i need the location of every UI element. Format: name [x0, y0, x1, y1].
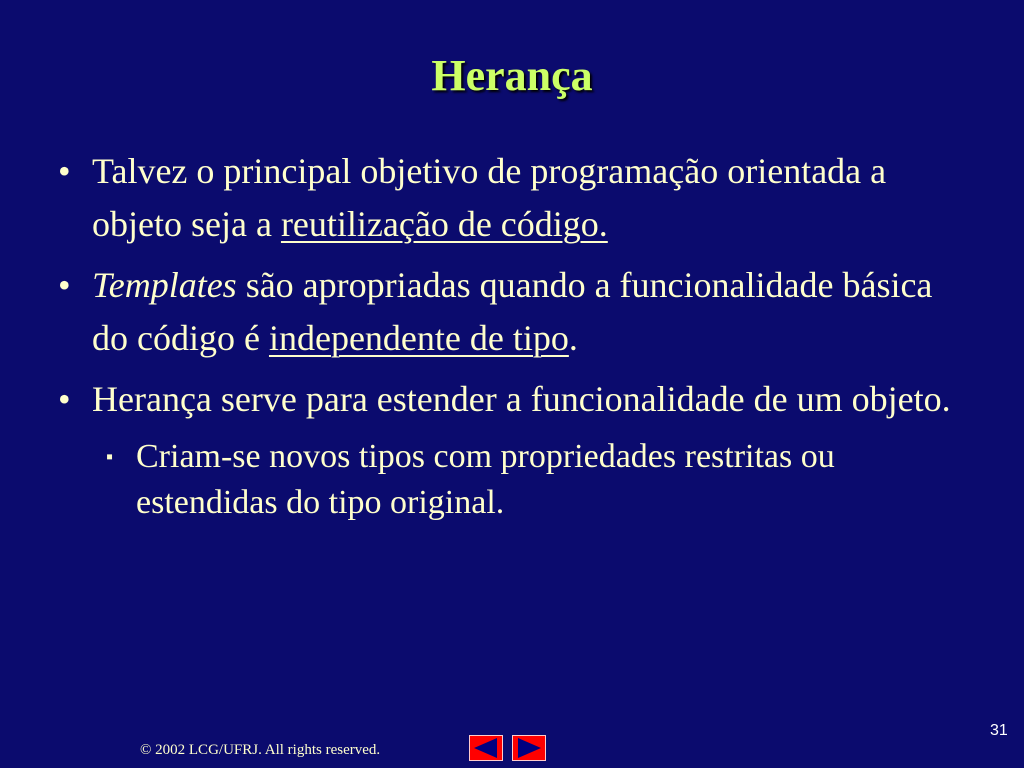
subbullet-1 — [58, 434, 958, 526]
bullet-mark: • — [58, 379, 71, 419]
bullet-2-period: . — [568, 318, 578, 358]
bullet-1 — [58, 145, 958, 251]
triangle-right-icon — [513, 736, 545, 760]
previous-slide-button[interactable] — [469, 735, 503, 761]
bullet-2-emphasis: independente de tipo — [268, 318, 569, 358]
bullet-1-text: Talvez o principal objetivo de programação orientada a objeto seja a — [92, 151, 887, 244]
bullet-mark: • — [58, 265, 71, 305]
subbullet-1-text: Criam-se novos tipos com propriedades restritas ou estendidas do tipo original. — [136, 438, 835, 521]
bullet-2 — [58, 259, 958, 365]
bullet-3 — [58, 373, 958, 426]
bullet-3-text: Herança serve para estender a funcionalidade de um objeto. — [92, 379, 951, 419]
footer-copyright: © 2002 LCG/UFRJ. All rights reserved. — [140, 742, 381, 758]
subbullet-mark: ▪ — [106, 446, 114, 468]
bullet-1-emphasis: reutilização de código. — [280, 204, 608, 244]
page-number: 31 — [990, 722, 1008, 739]
bullet-mark: • — [58, 151, 71, 191]
triangle-left-icon — [470, 736, 502, 760]
slide-content — [58, 145, 958, 526]
bullet-2-italic: Templates — [92, 265, 237, 305]
bullet-2-text: são apropriadas quando a funcionalidade básica do código é — [92, 265, 933, 358]
next-slide-button[interactable] — [512, 735, 546, 761]
slide-title: Herança — [431, 51, 593, 100]
